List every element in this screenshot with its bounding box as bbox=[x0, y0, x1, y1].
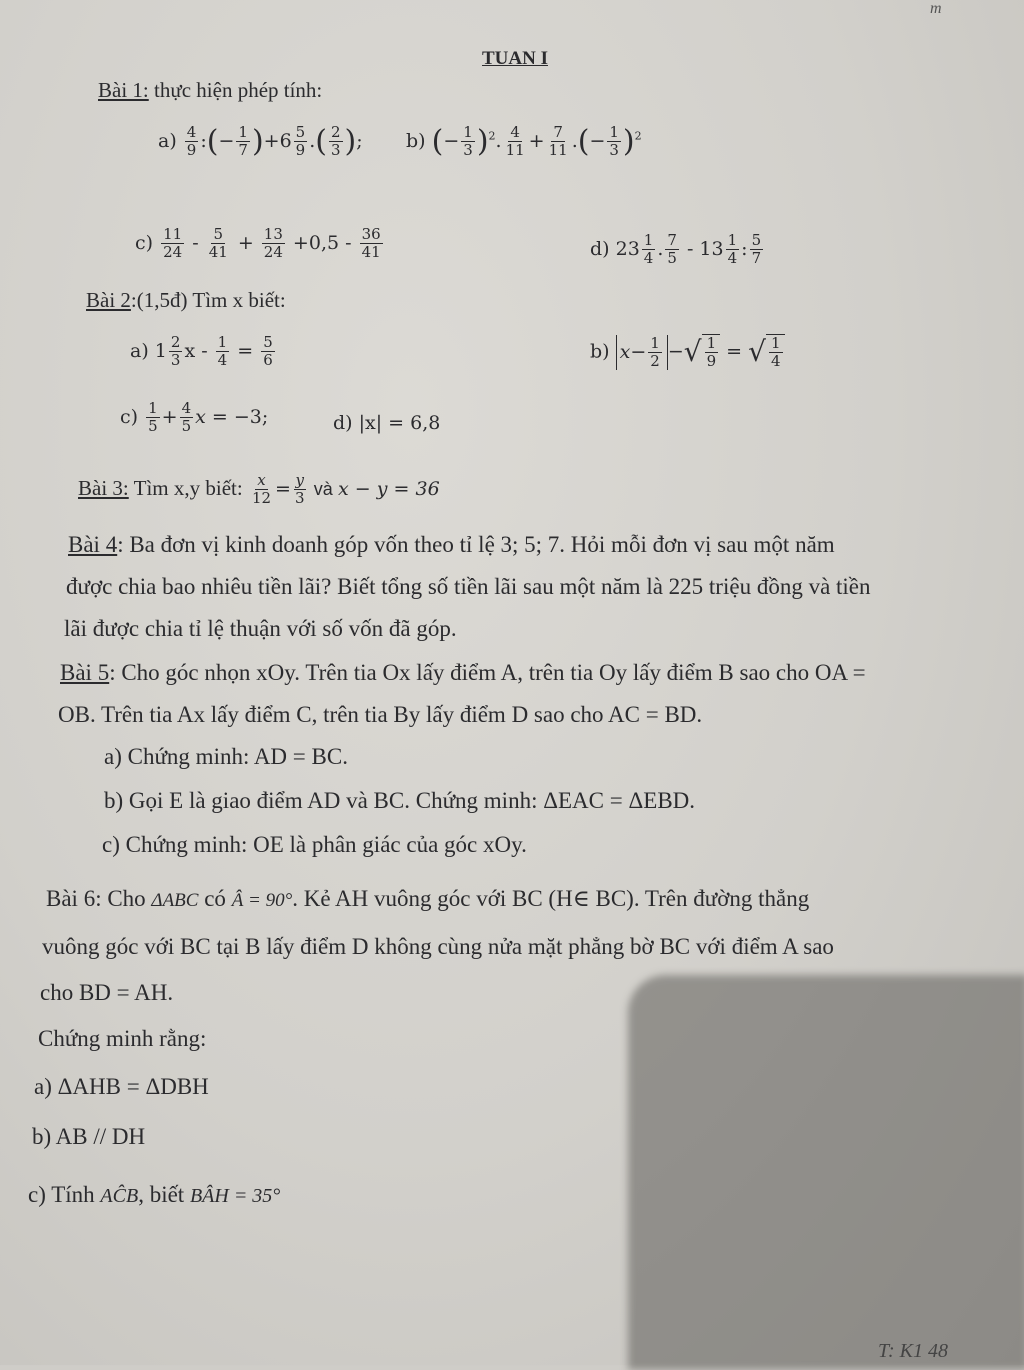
page-title: TUAN I bbox=[482, 48, 548, 69]
bai1-a: a) $\frac{4}{9}$ :(− $\frac{1}{7}$ )+6 $\frac{5}{9}$ .( $\frac{2}{3}$ ); bbox=[158, 123, 363, 160]
bai1-heading bbox=[98, 78, 322, 103]
bai6-b: b) AB // DH bbox=[32, 1124, 146, 1149]
bai2-a: a) 1 $\frac{2}{3}$ x - $\frac{1}{4}$ = $\frac{5}{6}$ bbox=[130, 333, 273, 370]
fraction: $\frac{11}{24}$ bbox=[163, 225, 183, 262]
fraction: $\frac{5}{41}$ bbox=[208, 225, 228, 262]
bai6-c-angle: AĈB bbox=[100, 1185, 139, 1207]
fraction: $\frac{4}{9}$ bbox=[186, 123, 197, 160]
bai1-b-label: b) bbox=[406, 129, 426, 152]
fraction: $\frac{13}{24}$ bbox=[263, 225, 283, 262]
bai1-d: d) 23 $\frac{1}{4}$ . $\frac{7}{5}$ - 13 $\frac{1}{4}$ : $\frac{5}{7}$ bbox=[590, 231, 762, 268]
fraction: $\frac{1}{4}$ bbox=[217, 333, 228, 370]
fraction: $\frac{7}{5}$ bbox=[667, 231, 677, 268]
bai6-line1 bbox=[46, 886, 809, 912]
bai3-condition: x − y = 36 bbox=[338, 477, 440, 500]
bai5-b: b) Gọi E là giao điểm AD và BC. Chứng minh: ΔEAC = ΔEBD. bbox=[104, 788, 696, 813]
bai6-co: có bbox=[204, 886, 226, 911]
fraction: $\frac{1}{2}$ bbox=[650, 333, 660, 370]
bai2-heading bbox=[86, 288, 286, 313]
bai5-line2: OB. Trên tia Ax lấy điểm C, trên tia By lấy điểm D sao cho AC = BD. bbox=[58, 702, 703, 727]
fraction: $\frac{1}{4}$ bbox=[643, 231, 654, 268]
bai3-label: Bài 3: bbox=[78, 475, 129, 500]
bai6-line3: cho BD = AH. bbox=[40, 980, 174, 1005]
bai1-c-label: c) bbox=[135, 231, 154, 254]
bai1-b: b) (− $\frac{1}{3}$ )$^2$. $\frac{4}{11}$ + $\frac{7}{11}$ .(− $\frac{1}{3}$ )$^2$ bbox=[406, 123, 642, 160]
bai2-c-label: c) bbox=[120, 405, 139, 428]
bai1-intro: thực hiện phép tính: bbox=[154, 78, 323, 102]
fraction: $\frac{1}{7}$ bbox=[238, 123, 248, 160]
bai5-label: Bài 5 bbox=[60, 660, 110, 685]
fraction: $\frac{1}{3}$ bbox=[609, 123, 619, 160]
fraction: $\frac{5}{9}$ bbox=[295, 123, 306, 160]
bai5-text1: : Cho góc nhọn xOy. Trên tia Ox lấy điểm A, trên tia Oy lấy điểm B sao cho OA = bbox=[109, 660, 866, 685]
bai3: Bài 3: Tìm x,y biết: $\frac{x}{12}$ = $\frac{y}{3}$ và x − y = 36 bbox=[78, 471, 440, 508]
bai3-intro: Tìm x,y biết: bbox=[133, 475, 243, 500]
bai3-connector: và bbox=[313, 478, 333, 499]
bai4-text1: : Ba đơn vị kinh doanh góp vốn theo tỉ lệ 3; 5; 7. Hỏi mỗi đơn vị sau một năm bbox=[117, 532, 835, 557]
bai6-a: a) ΔAHB = ΔDBH bbox=[34, 1074, 209, 1099]
bai6-line2: vuông góc với BC tại B lấy điểm D không cùng nửa mặt phẳng bờ BC với điểm A sao bbox=[42, 934, 834, 959]
bai4-line3: lãi được chia tỉ lệ thuận với số vốn đã góp. bbox=[64, 616, 457, 641]
bai1-a-label: a) bbox=[158, 129, 177, 152]
bai1-label: Bài 1: bbox=[98, 78, 149, 102]
bai4-line2: được chia bao nhiêu tiền lãi? Biết tổng số tiền lãi sau một năm là 225 triệu đồng và tiền bbox=[66, 574, 871, 599]
fraction: $\frac{7}{11}$ bbox=[548, 123, 568, 160]
bai1-c: c) $\frac{11}{24}$ - $\frac{5}{41}$ + $\frac{13}{24}$ +0,5 - $\frac{36}{41}$ bbox=[135, 225, 381, 262]
bai2-label: Bài 2 bbox=[86, 288, 131, 312]
bai6-angle: Â = 90° bbox=[231, 890, 293, 911]
bai2-d-label: d) bbox=[333, 412, 353, 434]
fraction: $\frac{5}{6}$ bbox=[263, 333, 273, 370]
absolute-value: x − $\frac{1}{2}$ bbox=[616, 335, 668, 371]
bai6-c-mid: , biết bbox=[138, 1182, 185, 1207]
bai2-a-label: a) bbox=[130, 339, 149, 362]
fraction: $\frac{y}{3}$ bbox=[294, 471, 305, 508]
bai2-d-expr: |x| = 6,8 bbox=[358, 412, 441, 434]
bai6-c bbox=[28, 1182, 280, 1208]
square-root: √ $\frac{1}{4}$ bbox=[748, 334, 784, 371]
fraction: $\frac{1}{4}$ bbox=[727, 231, 738, 268]
bai5-line1 bbox=[60, 660, 866, 686]
bai5-a: a) Chứng minh: AD = BC. bbox=[104, 744, 348, 769]
bai6-c-text: c) Tính bbox=[28, 1182, 95, 1207]
bai2-d bbox=[333, 412, 440, 434]
fraction: $\frac{2}{3}$ bbox=[330, 123, 341, 160]
bai2-c: c) $\frac{1}{5}$ + $\frac{4}{5}$ x = −3; bbox=[120, 399, 269, 436]
bai2-b: b) x − $\frac{1}{2}$ − √ $\frac{1}{9}$ = √ $\frac{1}{4}$ bbox=[590, 334, 785, 371]
fraction: $\frac{x}{12}$ bbox=[251, 471, 272, 508]
bai6-intro: Bài 6: Cho bbox=[46, 886, 146, 911]
bai1-d-label: d) bbox=[590, 237, 610, 260]
fraction: $\frac{1}{5}$ bbox=[148, 399, 158, 436]
bai6-text1: . Kẻ AH vuông góc với BC (H∈ BC). Trên đường thẳng bbox=[292, 886, 810, 911]
bai2-b-label: b) bbox=[590, 340, 610, 363]
fraction: $\frac{4}{11}$ bbox=[505, 123, 525, 160]
footer-handwriting: T: K1 48 bbox=[878, 1340, 949, 1362]
bai6-prove: Chứng minh rằng: bbox=[38, 1026, 207, 1051]
bai6-c-condition: BÂH = 35° bbox=[189, 1185, 281, 1207]
bai2-intro: :(1,5đ) Tìm x biết: bbox=[130, 288, 286, 312]
corner-handwriting: m bbox=[930, 0, 942, 17]
fraction: $\frac{1}{3}$ bbox=[463, 123, 473, 160]
bai4-line1 bbox=[68, 532, 835, 558]
bai4-label: Bài 4 bbox=[68, 532, 118, 557]
bai6-triangle: ΔABC bbox=[151, 890, 199, 911]
hand-shadow bbox=[628, 975, 1024, 1370]
bai5-c: c) Chứng minh: OE là phân giác của góc xOy. bbox=[102, 832, 527, 857]
fraction: $\frac{36}{41}$ bbox=[361, 225, 381, 262]
fraction: $\frac{5}{7}$ bbox=[751, 231, 762, 268]
square-root: √ $\frac{1}{9}$ bbox=[684, 334, 720, 371]
fraction: $\frac{2}{3}$ bbox=[170, 333, 181, 370]
fraction: $\frac{4}{5}$ bbox=[181, 399, 192, 436]
